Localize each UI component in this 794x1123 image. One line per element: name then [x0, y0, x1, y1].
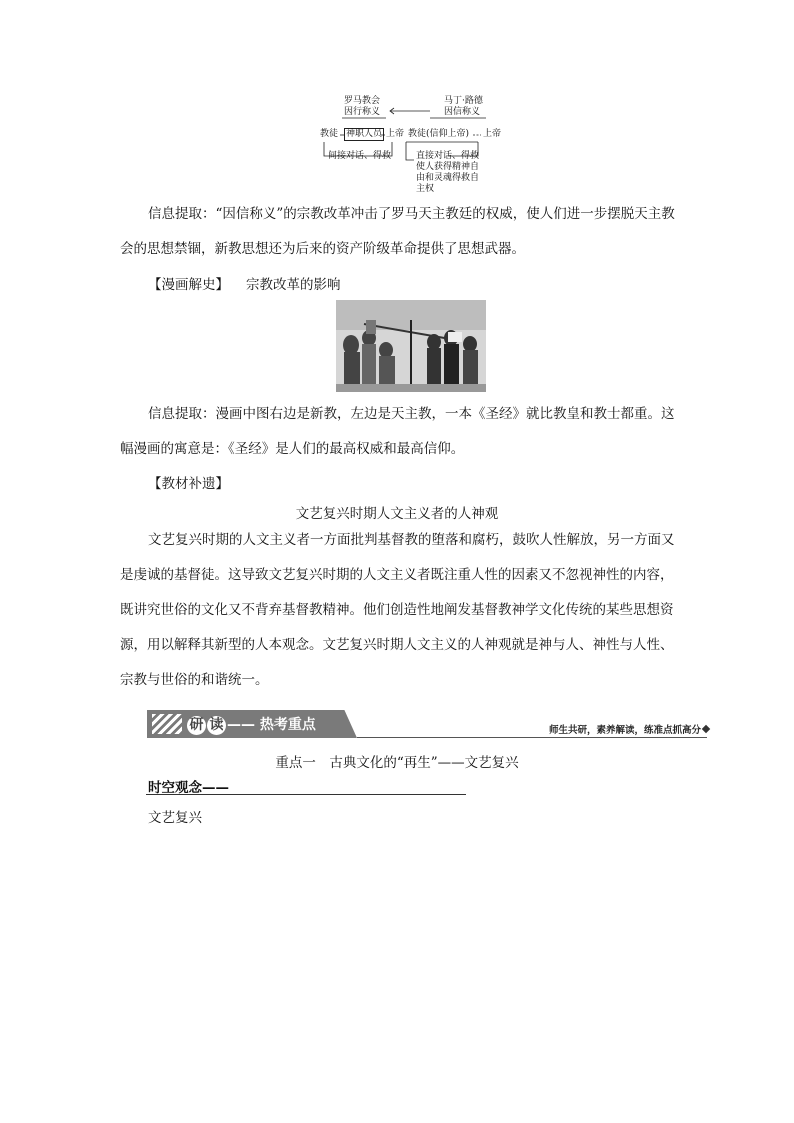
concept-item: 文艺复兴 — [148, 810, 202, 826]
info-paragraph-1 — [120, 197, 680, 267]
direct-line-1: 直接对话、得救 — [416, 151, 480, 161]
banner-stripe-decoration — [152, 714, 182, 734]
info-text-1: 信息提取：“因信称义”的宗教改革冲击了罗马天主教廷的权威，使人们进一步摆脱天主教会的思想禁锢，新教思想还为后来的资产阶级革命提供了思想武器。 — [120, 206, 675, 257]
info-text-2: 信息提取：漫画中图右边是新教，左边是天主教，一本《圣经》就比教皇和教士都重。这幅漫画的寓意是：《圣经》是人们的最高权威和最高信仰。 — [120, 406, 675, 457]
cartoon-label: 【漫画解史】 — [148, 277, 229, 293]
god-left: 上帝 — [386, 129, 405, 139]
concept-underline — [146, 794, 466, 795]
supplement-title: 文艺复兴时期人文主义者的人神观 — [295, 506, 499, 522]
indirect-label: 间接对话、得救 — [328, 151, 392, 161]
reformation-cartoon-image — [336, 300, 486, 392]
info-paragraph-2 — [120, 397, 680, 467]
cartoon-title: 宗教改革的影响 — [246, 277, 341, 293]
banner-slogan: 师生共研，素养解读，练准点抓高分 — [548, 725, 701, 736]
section-banner — [147, 710, 707, 740]
concept-label: 时空观念—— — [148, 780, 229, 796]
banner-char-2: 读 — [207, 716, 226, 735]
diamond-icon — [702, 725, 710, 733]
direct-line-3: 由和灵魂得救自 — [416, 173, 480, 183]
banner-heading-rest: —— 热考重点 — [227, 717, 316, 733]
supplement-paragraph — [120, 523, 680, 698]
cartoon-illustration — [336, 300, 486, 392]
faith-justification-label: 因信称义 — [444, 107, 481, 117]
works-justification-label: 因行称义 — [344, 107, 381, 117]
luther-label: 马丁·路德 — [444, 96, 483, 106]
supplement-label: 【教材补遗】 — [148, 476, 229, 492]
roman-church-label: 罗马教会 — [344, 96, 381, 106]
key-point-title: 重点一 古典文化的“再生”——文艺复兴 — [275, 755, 519, 771]
banner-heading — [187, 714, 316, 735]
justification-diagram — [318, 94, 508, 196]
supplement-text: 文艺复兴时期的人文主义者一方面批判基督教的堕落和腐朽，鼓吹人性解放，另一方面又是虔诚的基督徒。这导致文艺复兴时期的人文主义者既注重人性的因素又不忽视神性的内容，既讲究世俗的文化又不背弃基督教精神。他们创造性地阐发基督教神学文化传统的某些思想资源，用以解释其新型的人本观念。文艺复兴时期人文主义的人神观就是神与人、神性与人性、宗教与世俗的和谐统一。 — [120, 532, 675, 688]
banner-char-1: 研 — [187, 716, 206, 735]
god-right: 上帝 — [483, 129, 502, 139]
banner-rule — [357, 737, 707, 738]
direct-line-2: 使人获得精神自 — [416, 162, 480, 172]
believer-left: 教徒 — [320, 129, 339, 139]
clergy-box: 神职人员 — [346, 129, 383, 139]
direct-line-4: 主权 — [416, 184, 435, 194]
believer-faith: 教徒(信仰上帝) — [408, 129, 470, 139]
